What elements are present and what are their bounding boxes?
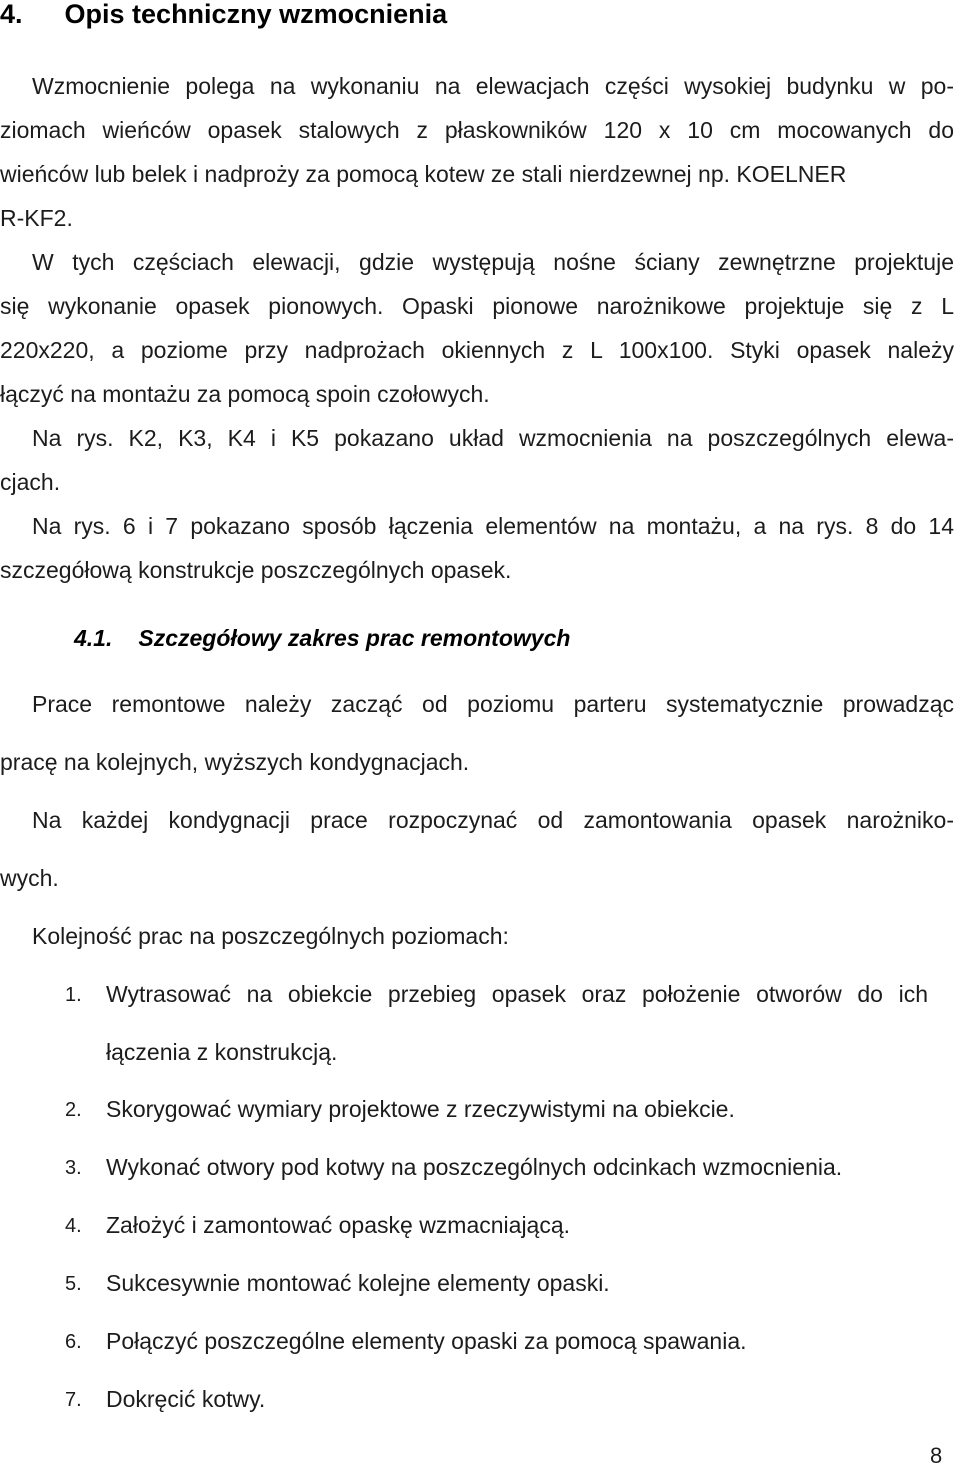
subsection-number: 4.1. [74, 625, 113, 651]
text-line: wych. [0, 865, 59, 891]
order-intro: Kolejność prac na poszczególnych poziomach: [32, 923, 509, 949]
list-item-number: 1. [65, 984, 82, 1006]
list-item-number: 2. [65, 1099, 82, 1121]
text-line: W tych częściach elewacji, gdzie występują nośne ściany zewnętrzne projektuje [32, 249, 954, 275]
list-item-number: 7. [65, 1389, 82, 1411]
text-line: Na każdej kondygnacji prace rozpoczynać od zamontowania opasek narożniko- [32, 807, 954, 833]
text-line: wieńców lub belek i nadproży za pomocą kotew ze stali nierdzewnej np. KOELNER [0, 161, 847, 187]
subsection-heading [74, 624, 570, 652]
list-item-text: Wytrasować na obiekcie przebieg opasek oraz położenie otworów do ich [106, 981, 928, 1007]
list-item-text: Założyć i zamontować opaskę wzmacniającą. [106, 1212, 571, 1238]
text-line: cjach. [0, 469, 61, 495]
text-line: Na rys. K2, K3, K4 i K5 pokazano układ wzmocnienia na poszczególnych elewa- [32, 425, 954, 451]
list-item-number: 4. [65, 1215, 82, 1237]
list-item-number: 3. [65, 1157, 82, 1179]
text-line: pracę na kolejnych, wyższych kondygnacjach. [0, 749, 470, 775]
list-item-text: Dokręcić kotwy. [106, 1386, 266, 1412]
text-line: łączyć na montażu za pomocą spoin czołowych. [0, 381, 490, 407]
list-item-number: 6. [65, 1331, 82, 1353]
section-title: Opis techniczny wzmocnienia [64, 0, 448, 29]
text-line: szczegółową konstrukcje poszczególnych opasek. [0, 557, 512, 583]
text-line: Na rys. 6 i 7 pokazano sposób łączenia elementów na montażu, a na rys. 8 do 14 [32, 513, 954, 539]
text-line: 220x220, a poziome przy nadprożach okiennych z L 100x100. Styki opasek należy [0, 337, 954, 363]
list-item-text: Połączyć poszczególne elementy opaski za pomocą spawania. [106, 1328, 747, 1354]
list-item-text: Sukcesywnie montować kolejne elementy opaski. [106, 1270, 610, 1296]
text-line: Prace remontowe należy zacząć od poziomu parteru systematycznie prowadząc [32, 691, 954, 717]
text-line: ziomach wieńców opasek stalowych z płaskowników 120 x 10 cm mocowanych do [0, 117, 954, 143]
list-item-text: łączenia z konstrukcją. [106, 1039, 338, 1065]
list-item-text: Wykonać otwory pod kotwy na poszczególnych odcinkach wzmocnienia. [106, 1154, 843, 1180]
list-item-text: Skorygować wymiary projektowe z rzeczywistymi na obiekcie. [106, 1096, 735, 1122]
section-number: 4. [0, 0, 23, 29]
subsection-title: Szczegółowy zakres prac remontowych [138, 625, 571, 651]
text-line: Wzmocnienie polega na wykonaniu na elewacjach części wysokiej budynku w po- [32, 73, 954, 99]
page-number: 8 [930, 1443, 943, 1468]
section-heading [0, 0, 447, 28]
text-line: się wykonanie opasek pionowych. Opaski pionowe narożnikowe projektuje się z L [0, 293, 954, 319]
list-item-number: 5. [65, 1273, 82, 1295]
text-line: R-KF2. [0, 205, 73, 231]
